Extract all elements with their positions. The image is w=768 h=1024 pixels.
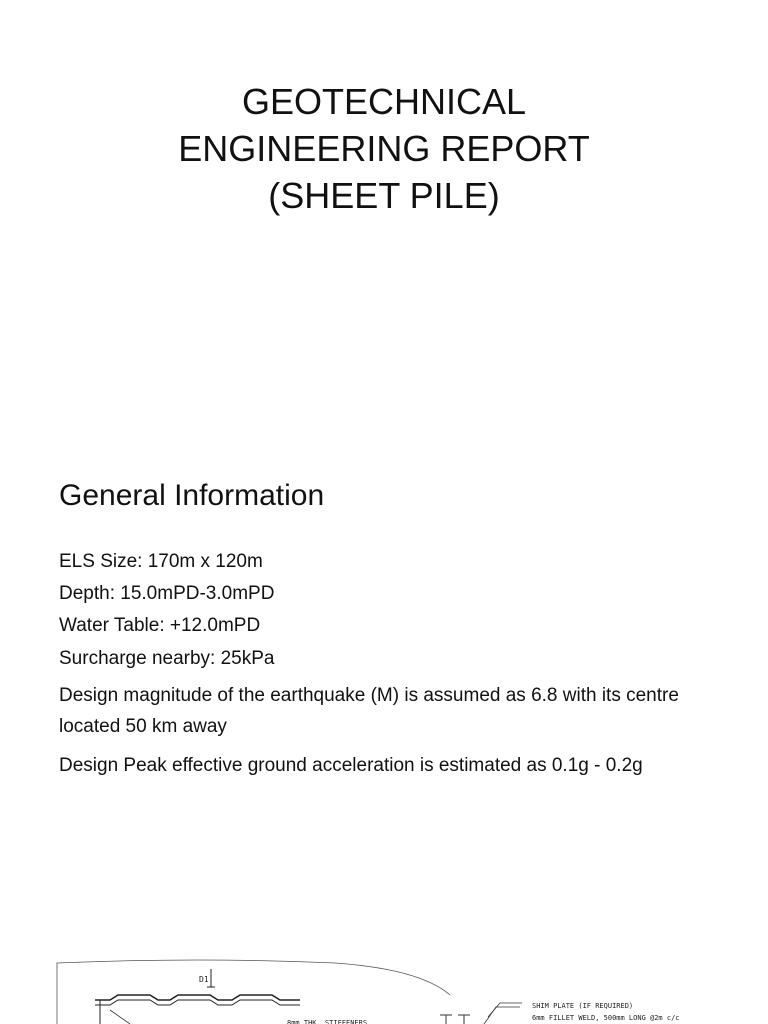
weld-detail-bars xyxy=(440,1015,470,1024)
peak-ground-acceleration: Design Peak effective ground acceleration is estimated as 0.1g - 0.2g xyxy=(59,755,643,776)
d1-label: D1 xyxy=(199,975,209,984)
sheet-pile-section-drawing xyxy=(0,955,768,1024)
title-line-1: GEOTECHNICAL xyxy=(241,81,527,122)
title-line-3: (SHEET PILE) xyxy=(268,175,500,216)
general-information-heading: General Information xyxy=(59,479,325,512)
sheet-pile-profile-inner xyxy=(95,1000,300,1005)
depth: Depth: 15.0mPD-3.0mPD xyxy=(59,583,275,604)
report-title xyxy=(0,78,768,219)
note-leader-upper xyxy=(488,1003,522,1017)
els-size: ELS Size: 170m x 120m xyxy=(59,551,263,572)
note-fillet-weld: 6mm FILLET WELD, 500mm LONG @2m c/c xyxy=(532,1014,680,1022)
title-line-2: ENGINEERING REPORT xyxy=(178,128,590,169)
note-shim-plate: SHIM PLATE (IF REQUIRED) xyxy=(532,1002,634,1010)
sheet-pile-drawing-svg xyxy=(0,955,768,1024)
surcharge-nearby: Surcharge nearby: 25kPa xyxy=(59,648,275,669)
note-stiffeners: 8mm THK. STIFFENERS xyxy=(287,1019,368,1024)
stiffener-line xyxy=(110,1010,130,1024)
sheet-pile-profile xyxy=(95,995,300,1000)
earthquake-magnitude: Design magnitude of the earthquake (M) is assumed as 6.8 with its centre located 50 km away xyxy=(59,685,679,737)
water-table: Water Table: +12.0mPD xyxy=(59,615,261,636)
